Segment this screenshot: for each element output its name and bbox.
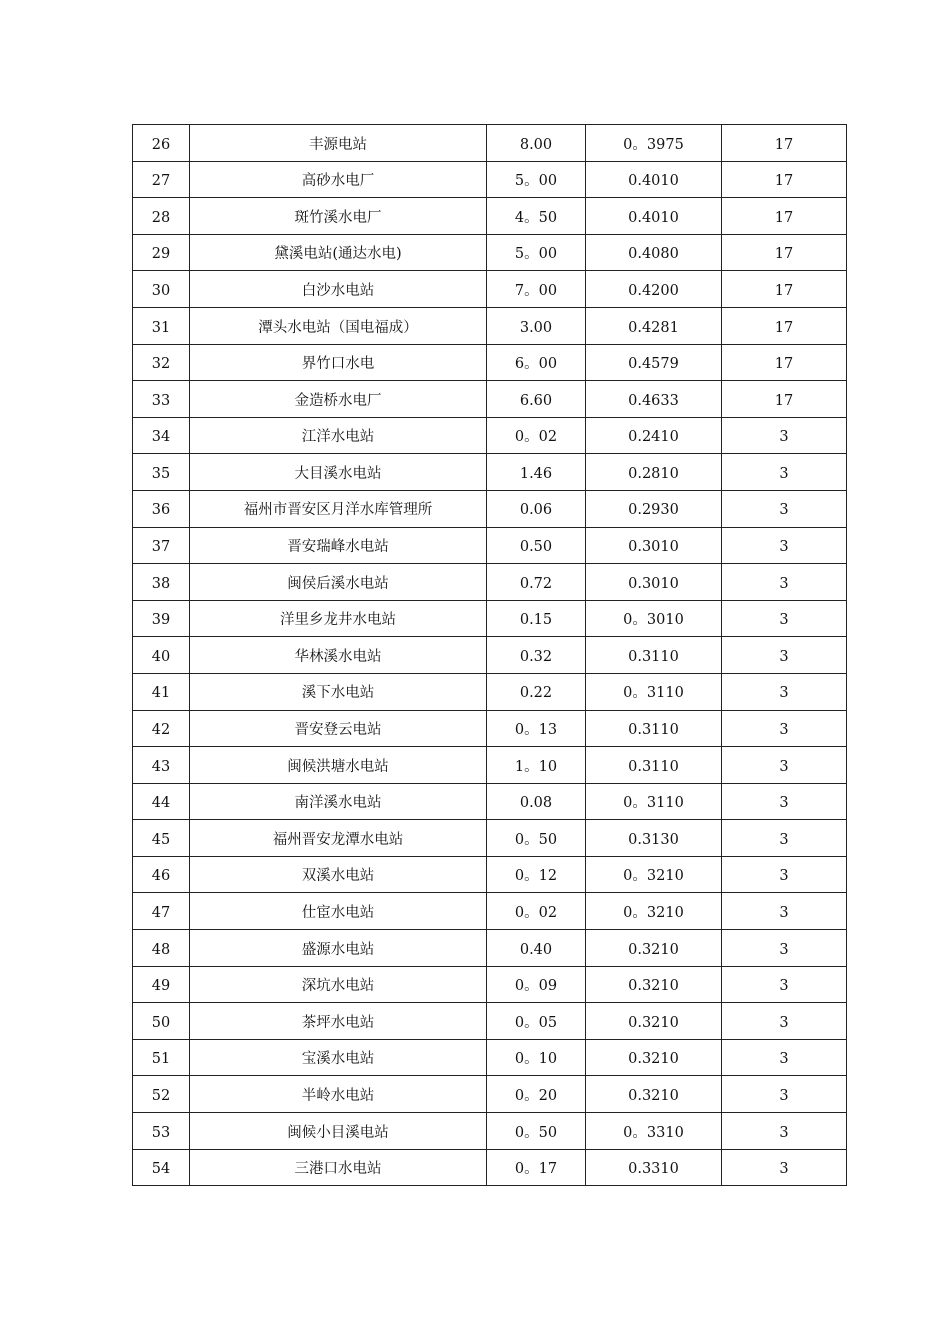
installed-capacity-cell: 0。17 [487,1149,586,1186]
category-code-cell: 17 [722,381,847,418]
table-row [133,1039,847,1076]
tariff-price-cell: 0.2930 [586,490,722,527]
category-code-cell: 17 [722,307,847,344]
station-name-cell: 闽侯后溪水电站 [190,564,487,601]
tariff-price-cell: 0.4010 [586,161,722,198]
category-code-cell: 3 [722,1149,847,1186]
row-number-cell: 30 [133,271,190,308]
installed-capacity-cell: 0。09 [487,966,586,1003]
category-code-cell: 17 [722,198,847,235]
tariff-price-cell: 0。3310 [586,1113,722,1150]
row-number-cell: 53 [133,1113,190,1150]
station-name-cell: 黛溪电站(通达水电) [190,234,487,271]
table-row [133,1113,847,1150]
tariff-price-cell: 0.3210 [586,1039,722,1076]
row-number-cell: 54 [133,1149,190,1186]
row-number-cell: 47 [133,893,190,930]
installed-capacity-cell: 0。02 [487,417,586,454]
row-number-cell: 35 [133,454,190,491]
category-code-cell: 17 [722,125,847,162]
tariff-price-cell: 0。3210 [586,856,722,893]
row-number-cell: 40 [133,637,190,674]
installed-capacity-cell: 0。12 [487,856,586,893]
station-name-cell: 晋安登云电站 [190,710,487,747]
station-name-cell: 福州晋安龙潭水电站 [190,820,487,857]
tariff-price-cell: 0.4200 [586,271,722,308]
installed-capacity-cell: 0.50 [487,527,586,564]
station-name-cell: 深坑水电站 [190,966,487,1003]
hydropower-station-table [132,124,847,1186]
row-number-cell: 49 [133,966,190,1003]
installed-capacity-cell: 0.15 [487,600,586,637]
row-number-cell: 36 [133,490,190,527]
station-name-cell: 高砂水电厂 [190,161,487,198]
station-name-cell: 盛源水电站 [190,930,487,967]
tariff-price-cell: 0.3010 [586,564,722,601]
category-code-cell: 3 [722,673,847,710]
table-row [133,1003,847,1040]
table-row [133,125,847,162]
station-name-cell: 潭头水电站（国电福成） [190,307,487,344]
table-row [133,856,847,893]
installed-capacity-cell: 0.08 [487,783,586,820]
category-code-cell: 3 [722,1113,847,1150]
station-name-cell: 闽候洪塘水电站 [190,747,487,784]
row-number-cell: 44 [133,783,190,820]
category-code-cell: 17 [722,344,847,381]
station-name-cell: 江洋水电站 [190,417,487,454]
station-name-cell: 闽候小目溪电站 [190,1113,487,1150]
tariff-price-cell: 0.4633 [586,381,722,418]
installed-capacity-cell: 3.00 [487,307,586,344]
table-row [133,344,847,381]
row-number-cell: 50 [133,1003,190,1040]
station-name-cell: 晋安瑞峰水电站 [190,527,487,564]
table-row [133,417,847,454]
row-number-cell: 41 [133,673,190,710]
row-number-cell: 39 [133,600,190,637]
station-name-cell: 双溪水电站 [190,856,487,893]
table-row [133,673,847,710]
category-code-cell: 3 [722,1003,847,1040]
tariff-price-cell: 0.3210 [586,966,722,1003]
installed-capacity-cell: 0。20 [487,1076,586,1113]
tariff-price-cell: 0.3310 [586,1149,722,1186]
table-row [133,271,847,308]
tariff-price-cell: 0.4010 [586,198,722,235]
row-number-cell: 38 [133,564,190,601]
tariff-price-cell: 0。3975 [586,125,722,162]
tariff-price-cell: 0.3110 [586,747,722,784]
installed-capacity-cell: 7。00 [487,271,586,308]
installed-capacity-cell: 0。02 [487,893,586,930]
row-number-cell: 48 [133,930,190,967]
row-number-cell: 29 [133,234,190,271]
category-code-cell: 3 [722,1076,847,1113]
tariff-price-cell: 0。3110 [586,783,722,820]
station-name-cell: 白沙水电站 [190,271,487,308]
category-code-cell: 3 [722,710,847,747]
row-number-cell: 52 [133,1076,190,1113]
table-row [133,1149,847,1186]
installed-capacity-cell: 5。00 [487,161,586,198]
table-row [133,307,847,344]
installed-capacity-cell: 0.72 [487,564,586,601]
row-number-cell: 34 [133,417,190,454]
installed-capacity-cell: 0。50 [487,1113,586,1150]
table-row [133,490,847,527]
installed-capacity-cell: 0.32 [487,637,586,674]
installed-capacity-cell: 6。00 [487,344,586,381]
table-row [133,820,847,857]
table-row [133,381,847,418]
table-row [133,600,847,637]
station-name-cell: 溪下水电站 [190,673,487,710]
category-code-cell: 3 [722,820,847,857]
category-code-cell: 3 [722,747,847,784]
tariff-price-cell: 0.3110 [586,637,722,674]
category-code-cell: 3 [722,893,847,930]
category-code-cell: 17 [722,161,847,198]
installed-capacity-cell: 0。13 [487,710,586,747]
category-code-cell: 3 [722,930,847,967]
category-code-cell: 3 [722,637,847,674]
table-row [133,161,847,198]
tariff-price-cell: 0。3010 [586,600,722,637]
tariff-price-cell: 0.3130 [586,820,722,857]
tariff-price-cell: 0.2810 [586,454,722,491]
table-row [133,198,847,235]
station-name-cell: 金造桥水电厂 [190,381,487,418]
station-name-cell: 斑竹溪水电厂 [190,198,487,235]
category-code-cell: 3 [722,527,847,564]
row-number-cell: 26 [133,125,190,162]
station-name-cell: 三港口水电站 [190,1149,487,1186]
row-number-cell: 28 [133,198,190,235]
row-number-cell: 42 [133,710,190,747]
table-row [133,747,847,784]
tariff-price-cell: 0.3110 [586,710,722,747]
station-name-cell: 福州市晋安区月洋水库管理所 [190,490,487,527]
tariff-price-cell: 0.4281 [586,307,722,344]
station-name-cell: 界竹口水电 [190,344,487,381]
row-number-cell: 37 [133,527,190,564]
tariff-price-cell: 0.2410 [586,417,722,454]
category-code-cell: 3 [722,856,847,893]
table-row [133,893,847,930]
installed-capacity-cell: 0.40 [487,930,586,967]
tariff-price-cell: 0。3110 [586,673,722,710]
installed-capacity-cell: 1.46 [487,454,586,491]
installed-capacity-cell: 0.22 [487,673,586,710]
row-number-cell: 43 [133,747,190,784]
table-row [133,454,847,491]
row-number-cell: 46 [133,856,190,893]
tariff-price-cell: 0.3210 [586,1076,722,1113]
table-row [133,783,847,820]
installed-capacity-cell: 8.00 [487,125,586,162]
category-code-cell: 3 [722,454,847,491]
table-row [133,637,847,674]
row-number-cell: 33 [133,381,190,418]
installed-capacity-cell: 6.60 [487,381,586,418]
station-name-cell: 仕宦水电站 [190,893,487,930]
station-name-cell: 洋里乡龙井水电站 [190,600,487,637]
category-code-cell: 17 [722,271,847,308]
installed-capacity-cell: 0。10 [487,1039,586,1076]
installed-capacity-cell: 0.06 [487,490,586,527]
category-code-cell: 3 [722,490,847,527]
tariff-price-cell: 0.3210 [586,930,722,967]
tariff-price-cell: 0.3210 [586,1003,722,1040]
tariff-price-cell: 0.3010 [586,527,722,564]
station-name-cell: 茶坪水电站 [190,1003,487,1040]
table-row [133,930,847,967]
table-row [133,710,847,747]
installed-capacity-cell: 4。50 [487,198,586,235]
station-name-cell: 华林溪水电站 [190,637,487,674]
station-name-cell: 南洋溪水电站 [190,783,487,820]
category-code-cell: 3 [722,417,847,454]
table-row [133,527,847,564]
row-number-cell: 27 [133,161,190,198]
station-name-cell: 宝溪水电站 [190,1039,487,1076]
category-code-cell: 3 [722,1039,847,1076]
installed-capacity-cell: 0。50 [487,820,586,857]
table-row [133,966,847,1003]
tariff-price-cell: 0.4579 [586,344,722,381]
table-row [133,1076,847,1113]
table-row [133,234,847,271]
station-name-cell: 大目溪水电站 [190,454,487,491]
row-number-cell: 31 [133,307,190,344]
category-code-cell: 3 [722,564,847,601]
category-code-cell: 3 [722,600,847,637]
table-body [133,125,847,1186]
tariff-price-cell: 0。3210 [586,893,722,930]
row-number-cell: 51 [133,1039,190,1076]
category-code-cell: 3 [722,966,847,1003]
station-name-cell: 丰源电站 [190,125,487,162]
installed-capacity-cell: 1。10 [487,747,586,784]
row-number-cell: 45 [133,820,190,857]
table-row [133,564,847,601]
tariff-price-cell: 0.4080 [586,234,722,271]
installed-capacity-cell: 0。05 [487,1003,586,1040]
row-number-cell: 32 [133,344,190,381]
installed-capacity-cell: 5。00 [487,234,586,271]
category-code-cell: 3 [722,783,847,820]
category-code-cell: 17 [722,234,847,271]
station-name-cell: 半岭水电站 [190,1076,487,1113]
